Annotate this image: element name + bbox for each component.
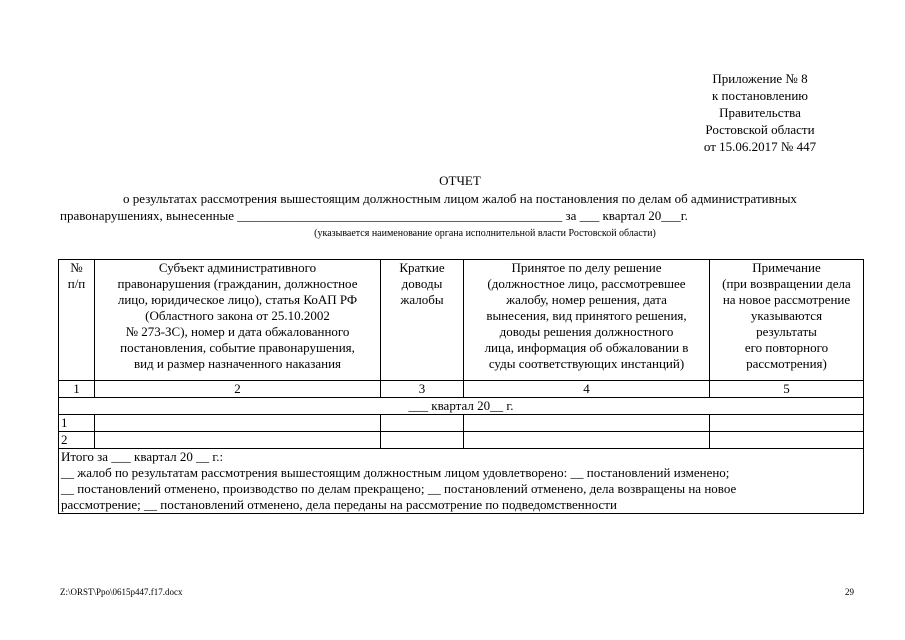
- quarter-label: ___ квартал 20__ г.: [59, 398, 864, 415]
- appendix-government: Правительства: [719, 105, 801, 120]
- summary-line: рассмотрение; __ постановлений отменено, дела переданы на рассмотрение по подведомственности: [61, 497, 617, 512]
- header-number: № п/п: [59, 260, 95, 381]
- appendix-number: Приложение № 8: [712, 71, 808, 86]
- table-header-row: [59, 260, 864, 381]
- row-cell: [381, 415, 464, 432]
- summary-cell: [59, 449, 864, 514]
- column-number-row: [59, 381, 864, 398]
- summary-row: [59, 449, 864, 514]
- row-cell: [464, 432, 710, 449]
- row-cell: [710, 432, 864, 449]
- footer-file-path: Z:\ORST\Ppo\0615p447.f17.docx: [60, 587, 183, 597]
- row-cell: [381, 432, 464, 449]
- appendix-block: [650, 70, 870, 155]
- column-number: 4: [464, 381, 710, 398]
- header-subject: Субъект административного правонарушения (гражданин, должностное лицо, юридическое лицо), статья КоАП РФ (Областного закона от 25.10.2002 № 273-ЗС), номер и дата обжалованного постановления, событие правонарушения, вид и размер назначенного наказания: [95, 260, 381, 381]
- header-note: Примечание (при возвращении дела на новое рассмотрение указываются результаты его повторного рассмотрения): [710, 260, 864, 381]
- appendix-region: Ростовской области: [705, 122, 815, 137]
- row-cell: [710, 415, 864, 432]
- quarter-row: [59, 398, 864, 415]
- column-number: 5: [710, 381, 864, 398]
- report-table: [58, 259, 864, 514]
- row-number: 2: [59, 432, 95, 449]
- report-title: ОТЧЕТ: [439, 173, 481, 188]
- summary-line: __ постановлений отменено, производство по делам прекращено; __ постановлений отменено, дела возвращены на новое: [61, 481, 737, 496]
- page-number: 29: [845, 587, 854, 597]
- header-decision: Принятое по делу решение (должностное лицо, рассмотревшее жалобу, номер решения, дата вынесения, вид принятого решения, доводы решения должностного лица, информация об обжаловании в суды соответствующих инстанций): [464, 260, 710, 381]
- table-row: [59, 432, 864, 449]
- row-cell: [95, 415, 381, 432]
- report-subtitle-line2: правонарушениях, вынесенные __________________________________________________ за ___ квартал 20___г.: [60, 208, 688, 223]
- report-subtitle-line1: о результатах рассмотрения вышестоящим должностным лицом жалоб на постановления по делам об административных: [123, 191, 797, 206]
- column-number: 2: [95, 381, 381, 398]
- header-complaint-arguments: Краткие доводы жалобы: [381, 260, 464, 381]
- authority-note: (указывается наименование органа исполнительной власти Ростовской области): [314, 228, 656, 239]
- column-number: 1: [59, 381, 95, 398]
- summary-title: Итого за ___ квартал 20 __ г.:: [61, 449, 224, 464]
- summary-line: __ жалоб по результатам рассмотрения вышестоящим должностным лицом удовлетворено: __ постановлений изменено;: [61, 465, 730, 480]
- table-row: [59, 415, 864, 432]
- row-number: 1: [59, 415, 95, 432]
- appendix-date: от 15.06.2017 № 447: [703, 139, 817, 154]
- appendix-resolution: к постановлению: [711, 88, 809, 103]
- row-cell: [464, 415, 710, 432]
- column-number: 3: [381, 381, 464, 398]
- row-cell: [95, 432, 381, 449]
